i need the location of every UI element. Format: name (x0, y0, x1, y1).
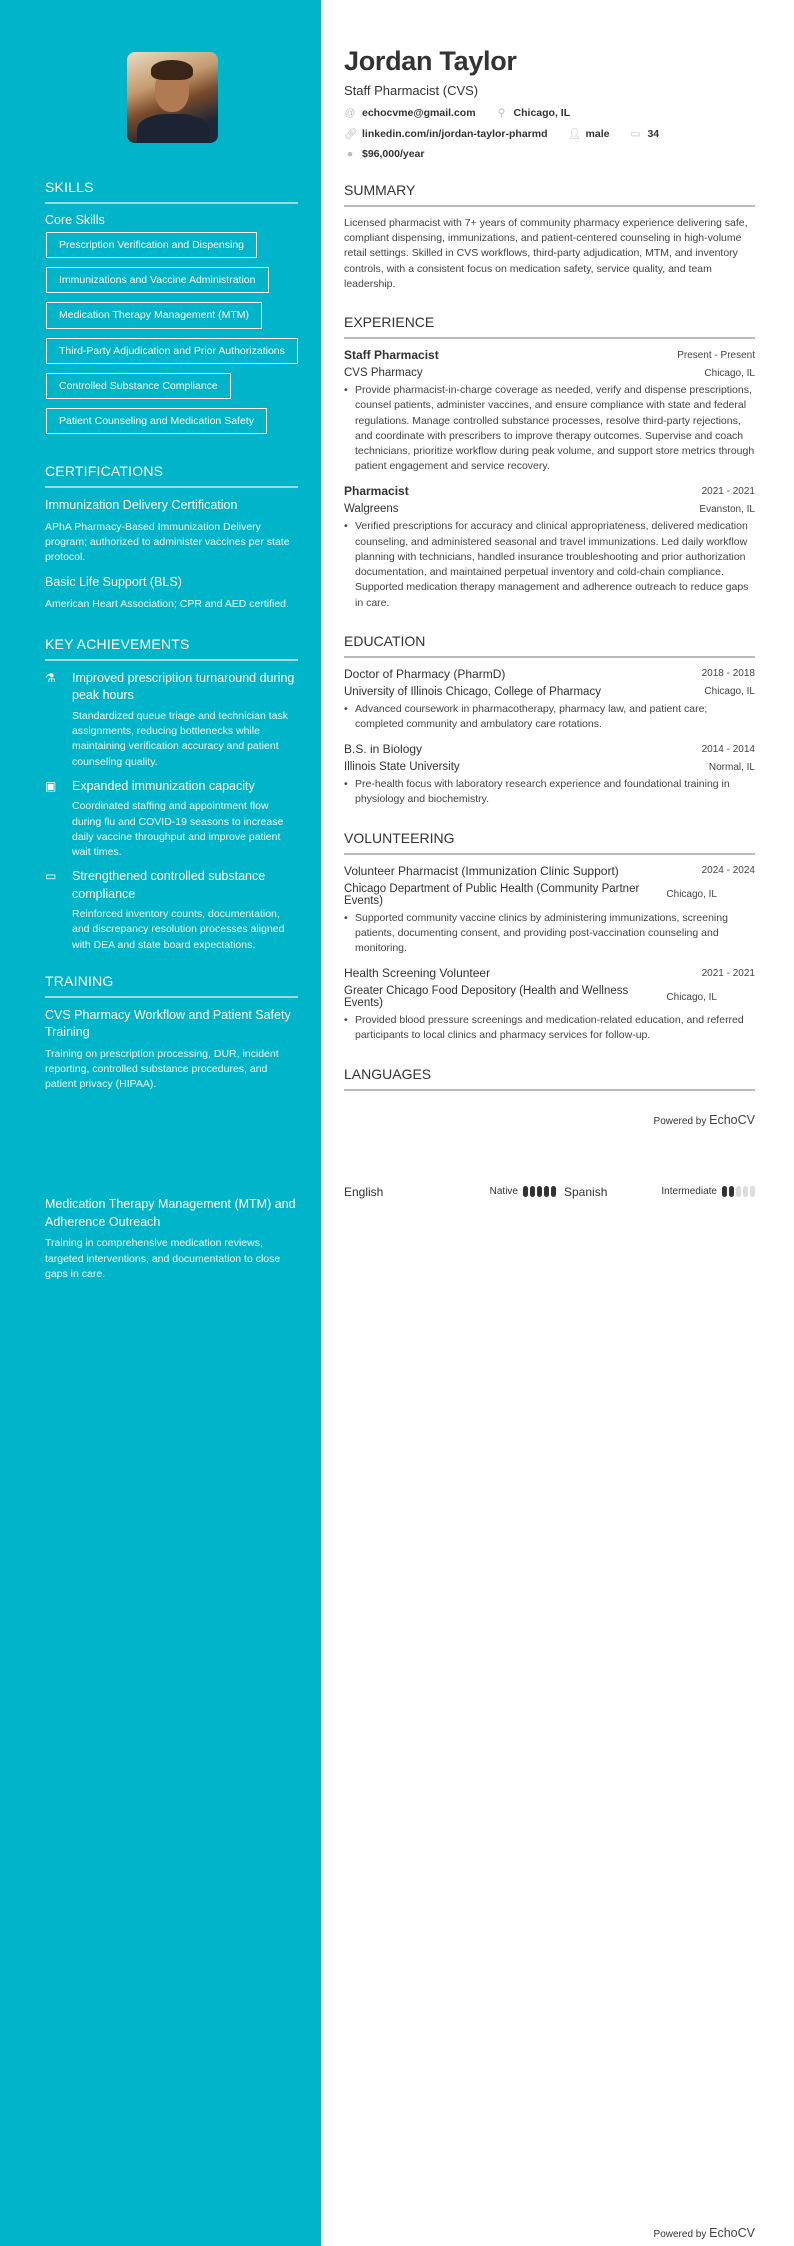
language-level: Native (489, 1186, 518, 1198)
skills-group: Core Skills (45, 213, 105, 227)
skill-tag: Patient Counseling and Medication Safety (46, 408, 267, 434)
salary-icon: ● (346, 148, 354, 160)
salary: $96,000/year (362, 148, 425, 160)
volunteer-item (344, 966, 755, 1043)
proficiency-dot (537, 1186, 542, 1197)
training-desc: Training in comprehensive medication reviews, targeted interventions, and documentation to close gaps in care. (45, 1237, 281, 1280)
linkedin[interactable]: linkedin.com/in/jordan-taylor-pharmd (362, 127, 548, 140)
achievement-desc: Reinforced inventory counts, documentation, and discrepancy resolution processes aligned with DEA and state board expectations. (72, 908, 285, 951)
volunteering-heading: VOLUNTEERING (344, 830, 755, 855)
bullet: • Supported community vaccine clinics by administering immunizations, screening patients, documenting consent, and providing post-vaccination counseling and monitoring. (344, 911, 755, 957)
achievement-title: Strengthened controlled substance compliance (72, 869, 266, 901)
proficiency-dot (722, 1186, 727, 1197)
proficiency-dot (530, 1186, 535, 1197)
summary-heading: SUMMARY (344, 182, 755, 207)
employer: CVS Pharmacy (344, 367, 423, 380)
languages-heading: LANGUAGES (344, 1066, 755, 1091)
role: Staff Pharmacist (344, 348, 439, 363)
proficiency-dot (729, 1186, 734, 1197)
skill-tag: Third-Party Adjudication and Prior Authorizations (46, 338, 298, 364)
sidebar (0, 0, 321, 2246)
language-item (344, 1185, 556, 1199)
age: 34 (647, 127, 660, 140)
location: Chicago, IL (704, 367, 755, 379)
cert-desc: APhA Pharmacy-Based Immunization Delivery program; authorized to administer vaccines per state protocol. (45, 520, 290, 563)
experience-heading: EXPERIENCE (344, 314, 755, 339)
achievement-desc: Coordinated staffing and appointment flow during flu and COVID-19 seasons to increase daily vaccine throughput and improve patient wait times. (72, 800, 284, 858)
training-title: CVS Pharmacy Workflow and Patient Safety Training (45, 1007, 291, 1040)
location: Normal, IL (708, 761, 755, 773)
bullet: • Pre-health focus with laboratory research experience and foundational training in physiology and biochemistry. (344, 777, 755, 807)
proficiency-dot (750, 1186, 755, 1197)
brand-logo: EchoCV (709, 2226, 755, 2240)
bullet: • Provided blood pressure screenings and medication-related education, and referred participants to local clinics and pharmacy services for follow-up. (344, 1013, 755, 1043)
main-content (344, 0, 755, 1199)
languages-row (344, 1185, 755, 1199)
language-name: English (344, 1184, 384, 1199)
school: Illinois State University (344, 761, 460, 774)
achievement-title: Improved prescription turnaround during peak hours (72, 670, 295, 703)
achievement-item (45, 670, 298, 770)
language-level: Intermediate (661, 1186, 717, 1198)
organization: Chicago Department of Public Health (Community Partner Events) (344, 882, 640, 907)
proficiency-dot (736, 1186, 741, 1197)
education-item (344, 742, 755, 807)
organization: Greater Chicago Food Depository (Health and Wellness Events) (344, 985, 629, 1010)
brand-logo: EchoCV (709, 1112, 755, 1127)
location: Chicago, IL (513, 107, 571, 119)
dates: 2014 - 2014 (701, 743, 755, 755)
skill-tag: Medication Therapy Management (MTM) (46, 302, 262, 328)
training-heading: TRAINING (45, 973, 298, 998)
role: Health Screening Volunteer (344, 966, 491, 981)
cert-title: Basic Life Support (BLS) (45, 575, 182, 590)
role: Pharmacist (344, 484, 409, 499)
location: Chicago, IL (704, 686, 755, 698)
dates: Present - Present (677, 349, 755, 361)
school: University of Illinois Chicago, College of Pharmacy (344, 685, 601, 698)
degree: Doctor of Pharmacy (PharmD) (344, 666, 506, 681)
proficiency-dot (544, 1186, 549, 1197)
dates: 2021 - 2021 (701, 485, 755, 497)
experience-item (344, 348, 755, 474)
achievement-title: Expanded immunization capacity (72, 778, 255, 793)
summary-text: Licensed pharmacist with 7+ years of community pharmacy experience delivering safe, compliant dispensing, immunizations, and patient-centered counseling in high-volume retail settings. Skilled in CVS workflows, third-party adjudication, MTM, and inventory controls, with a consistent focus on medication safety, service quality, and team leadership. (344, 217, 748, 290)
achievement-item (45, 778, 298, 860)
employer: Walgreens (344, 503, 399, 516)
powered-label: Powered by (653, 1115, 707, 1127)
email[interactable]: echocvme@gmail.com (362, 107, 476, 119)
candidate-name: Jordan Taylor (344, 46, 517, 76)
skills-heading: SKILLS (45, 179, 298, 204)
profile-photo (127, 52, 218, 143)
proficiency-dots (523, 1186, 556, 1197)
calendar-icon: ▭ (630, 127, 641, 140)
location: Evanston, IL (699, 503, 755, 515)
dates: 2021 - 2021 (701, 967, 755, 979)
gender: male (585, 127, 610, 140)
training-desc: Training on prescription processing, DUR, incident reporting, controlled substance procedures, and patient privacy (HIPAA). (45, 1047, 279, 1091)
bullet: • Advanced coursework in pharmacotherapy, pharmacy law, and patient care; completed community and ambulatory care rotations. (344, 702, 755, 732)
achievement-desc: Standardized queue triage and technician task assignments, reducing bottlenecks while maintaining verification accuracy and patient counseling quality. (72, 709, 288, 768)
person-icon: 👤︎ (567, 128, 581, 140)
certificate-icon: ▣ (45, 778, 57, 793)
contact-row (344, 127, 755, 140)
training-title: Medication Therapy Management (MTM) and Adherence Outreach (45, 1197, 296, 1229)
language-name: Spanish (564, 1184, 608, 1199)
skill-tag: Prescription Verification and Dispensing (46, 232, 257, 258)
skill-tag: Controlled Substance Compliance (46, 373, 231, 399)
experience-item (344, 484, 755, 610)
link-icon: 🔗︎ (344, 128, 358, 140)
education-heading: EDUCATION (344, 633, 755, 658)
skill-tags (45, 232, 298, 443)
location: Chicago, IL (666, 889, 717, 901)
contact-row (344, 107, 755, 119)
monitor-icon: ▭ (45, 869, 57, 884)
proficiency-dot (743, 1186, 748, 1197)
flask-icon: ⚗ (45, 670, 56, 685)
location: Chicago, IL (666, 991, 717, 1003)
powered-by (344, 1113, 755, 1127)
certifications-heading: CERTIFICATIONS (45, 463, 298, 488)
powered-label: Powered by (653, 2229, 707, 2240)
bullet: • Verified prescriptions for accuracy and clinical appropriateness, delivered medication counseling, and administered seasonal and travel immunizations. Led daily workflow planning with technicians, handled insurance troubleshooting and prior authorization documentation, and maintained perpetual inventory and cold-chain compliance. Supported medication therapy management and adherence outreach to reduce gaps in care. (344, 519, 755, 610)
role: Volunteer Pharmacist (Immunization Clinic Support) (344, 863, 619, 878)
email-icon: @ (344, 107, 356, 119)
skill-tag: Immunizations and Vaccine Administration (46, 267, 269, 293)
contact-row (344, 148, 755, 160)
proficiency-dots (722, 1186, 755, 1197)
dates: 2018 - 2018 (701, 668, 755, 680)
powered-by-footer (654, 2226, 755, 2240)
volunteer-item (344, 864, 755, 957)
cert-title: Immunization Delivery Certification (45, 498, 238, 513)
achievements-heading: KEY ACHIEVEMENTS (45, 636, 298, 661)
location-icon: ⚲ (497, 107, 506, 119)
education-item (344, 667, 755, 732)
cert-desc: American Heart Association; CPR and AED certified. (45, 597, 289, 610)
dates: 2024 - 2024 (701, 865, 755, 877)
proficiency-dot (523, 1186, 528, 1197)
proficiency-dot (551, 1186, 556, 1197)
degree: B.S. in Biology (344, 742, 423, 757)
achievement-item (45, 868, 298, 953)
bullet: • Provide pharmacist-in-charge coverage as needed, verify and dispense prescriptions, counsel patients, administer vaccines, and ensure compliance with state and federal regulations. Manage controlled substance processes, resolve third-party rejections, and coordinate with prescribers to improve therapy outcomes. Supervise and coach technicians, prioritize workflow during peak volume, and support store metrics through patient engagement and service recovery. (344, 383, 755, 474)
language-item (564, 1185, 755, 1199)
job-title: Staff Pharmacist (CVS) (344, 83, 479, 98)
